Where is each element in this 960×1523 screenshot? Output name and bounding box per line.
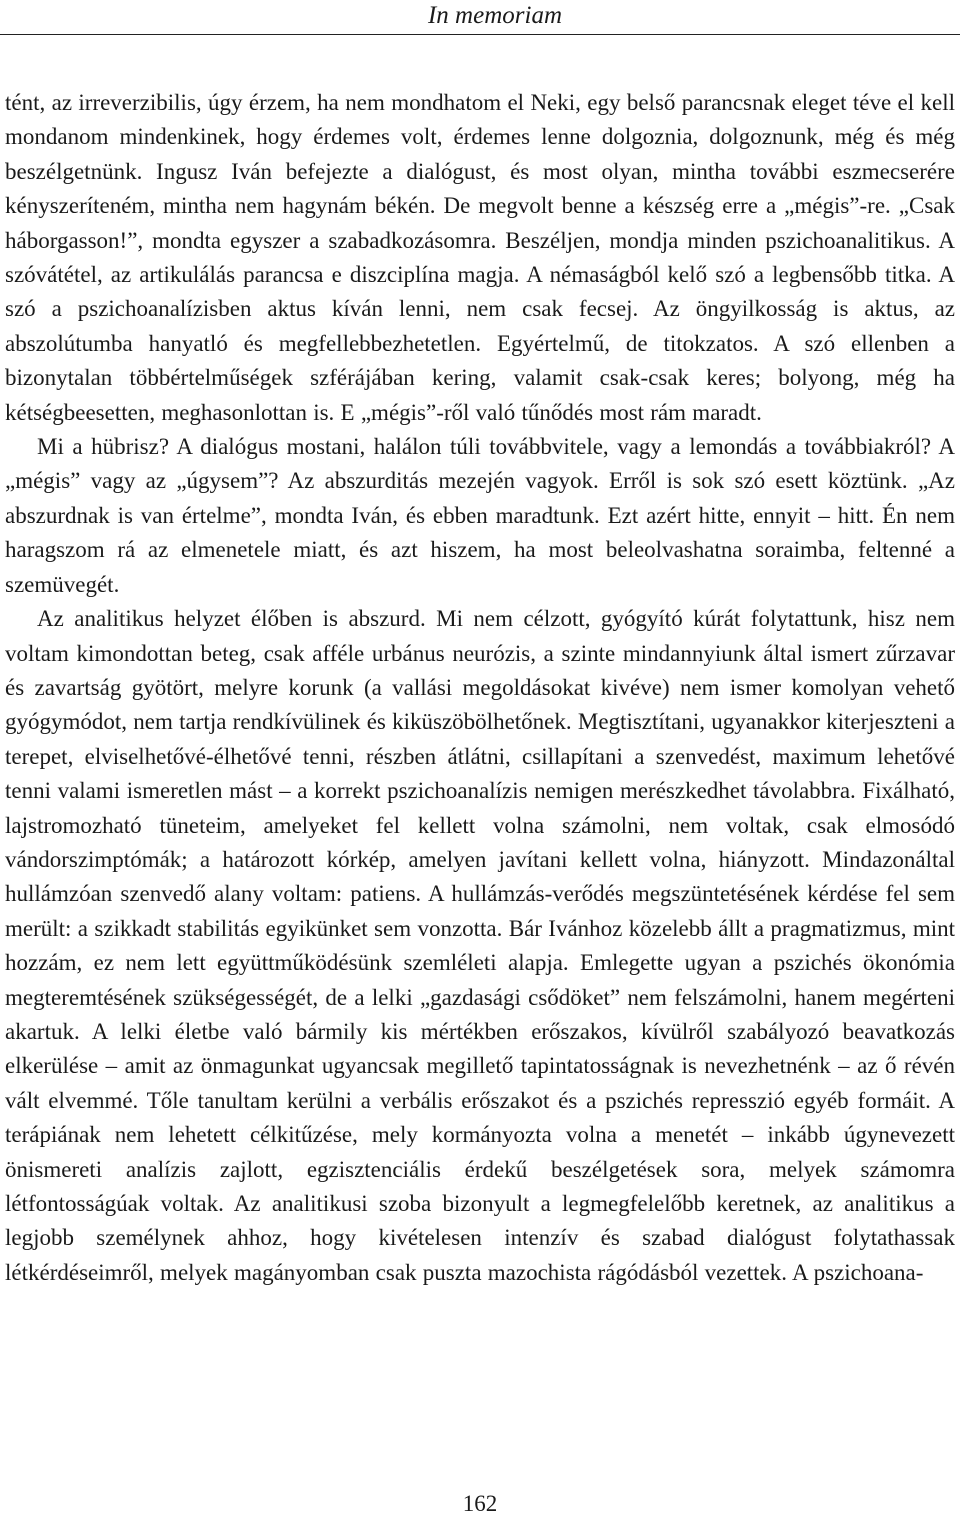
paragraph-continued: tént, az irreverzibilis, úgy érzem, ha nem mondhatom el Neki, egy belső parancsnak eleget téve el kell mondanom mindenkinek, hogy érdemes volt, érdemes lenne dolgoznia, dolgoznunk, még és még beszélgetnünk. Ingusz Iván befejezte a dialógust, és most olyan, mintha további eszmecserére kényszeríteném, mintha nem hagynám békén. De megvolt benne a készség erre a „mégis”-re. „Csak háborgasson!”, mondta egyszer a szabadkozásomra. Beszéljen, mondja minden pszichoanalitikus. A szóvátétel, az artikulálás parancsa e diszciplína magja. A némaságból kelő szó a legbensőbb titka. A szó a pszichoanalízisben aktus kíván lenni, nem csak fecsej. Az öngyilkosság is aktus, az abszolútumba hanyatló és megfellebbezhetetlen. Egyértelmű, de titokzatos. A szó ellenben a bizonytalan többértelműségek szférájában kering, valamit csak-csak keres; bolyong, még ha kétségbeesetten, meghasonlottan is. E „mégis”-ről való tűnődés most rám maradt. bbox=[5, 90, 955, 425]
running-header bbox=[0, 0, 960, 35]
paragraph-analytic-situation: Az analitikus helyzet élőben is abszurd. Mi nem célzott, gyógyító kúrát folytattunk, hisz nem voltam kimondottan beteg, csak afféle urbánus neurózis, a szinte mindannyiunk által ismert zűrzavar és zavartság gyötört, melyre korunk (a vallási megoldásokat kivéve) nem ismer komolyan vehető gyógymódot, nem tartja rendkívülinek és kiküszöbölhetőnek. Megtisztítani, ugyanakkor kiterjeszteni a terepet, elviselhetővé-élhetővé tenni, részben átlátni, csillapítani a szenvedést, maximum lehetővé tenni valami ismeretlen mást – a korrekt pszichoanalízis nemigen merészkedhet távolabbra. Fixálható, lajstromozható tüneteim, amelyeket fel kellett volna számolni, nem voltak, csak elmosódó vándorszimptómák; a határozott kórkép, amelyen javítani kellett volna, hiányzott. Mindazonáltal hullámzóan szenvedő alany voltam: patiens. A hullámzás-verődés megszüntetésének kérdése fel sem merült: a szikkadt stabilitás egyikünket sem vonzotta. Bár Ivánhoz közelebb állt a pragmatizmus, mint hozzám, ez nem lett együttműködésünk szemléleti alapja. Emlegette ugyan a pszichés ökonómia megteremtésének szükségességét, de a lelki „gazdasági csődöket” nem felszámolni, hanem megérteni akartuk. A lelki életbe való bármily kis mértékben erőszakos, kívülről szabályozó beavatkozás elkerülése – amit az önmagunkat ugyancsak megillető tapintatosságnak is nevezhetnénk – az ő révén vált elvemmé. Tőle tanultam kerülni a verbális erőszakot és a pszichés represszió egyéb formáit. A terápiának nem lehetett célkitűzése, mely kormányozta volna a menetét – inkább úgynevezett önismereti analízis zajlott, egzisztenciális érdekű beszélgetések sora, melyek számomra létfontosságúak voltak. Az analitikusi szoba bizonyult a legmegfelelőbb keretnek, az analitikus a legjobb személynek ahhoz, hogy kivételesen intenzív és szabad dialógust folytathassak létkérdéseimről, melyek magányomban csak puszta mazochista rágódásból vezettek. A pszichoana- bbox=[5, 606, 955, 1285]
section-title: In memoriam bbox=[427, 2, 562, 29]
page-number: 162 bbox=[462, 1491, 498, 1516]
paragraph-hubris: Mi a hübrisz? A dialógus mostani, halálon túli továbbvitele, vagy a lemondás a továbbiakról? A „mégis” vagy az „úgysem”? Az abszurditás mezején vagyok. Erről is sok szó esett köztünk. „Az abszurdnak is van értelme”, mondta Iván, és ebben maradtunk. Ezt azért hitte, ennyit – hitt. Én nem haragszom rá az elmenetele miatt, és azt hiszem, ha most beleolvashatna soraimba, feltenné a szemüvegét. bbox=[5, 434, 955, 597]
body-text bbox=[5, 86, 955, 1290]
